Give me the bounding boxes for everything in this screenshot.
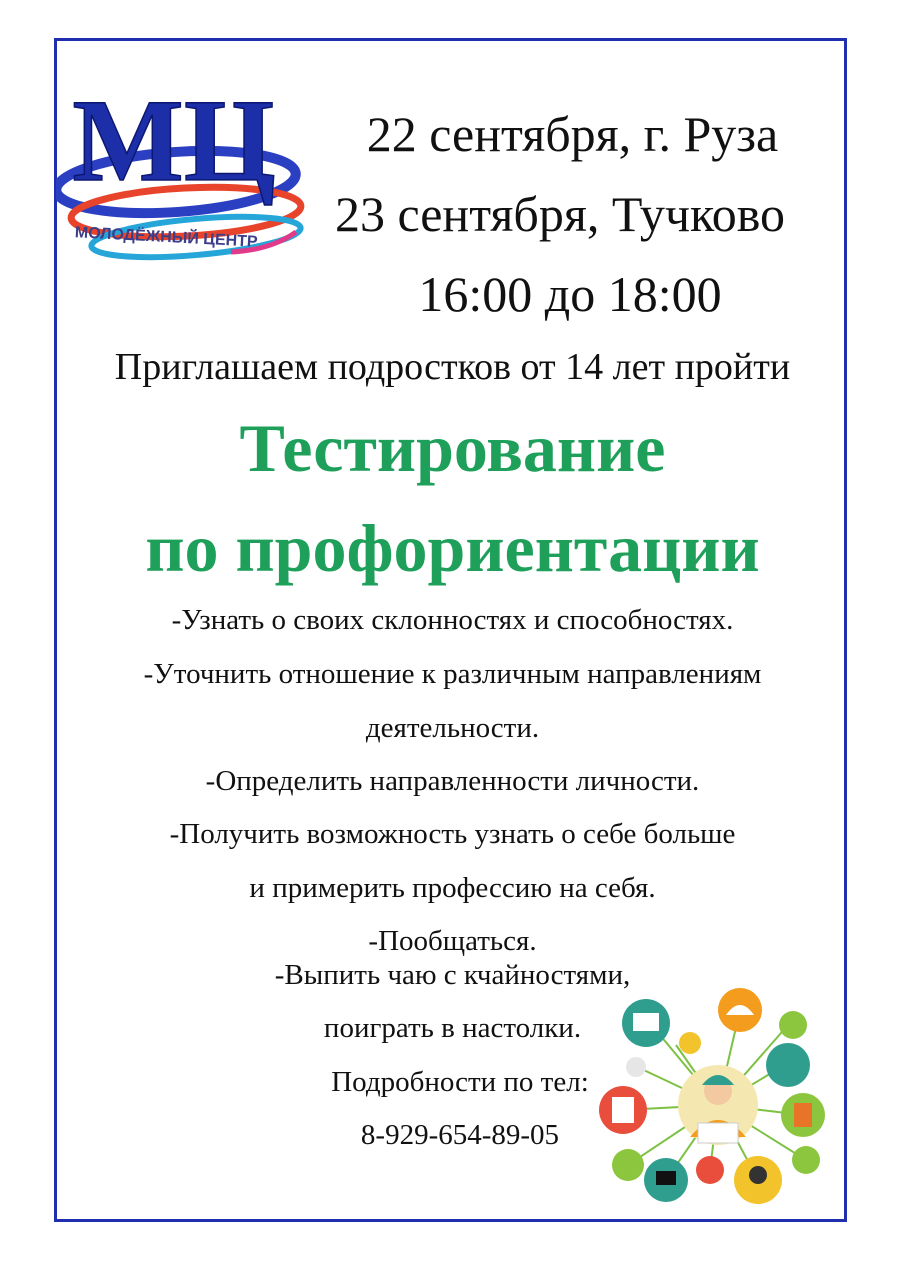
magnifier-icon	[679, 1032, 701, 1054]
benefit-line: поиграть в настолки.	[323, 1012, 582, 1044]
benefit-line: -Получить возможность узнать о себе больше	[169, 818, 736, 850]
cursor-icon	[792, 1146, 820, 1174]
tools-icon	[612, 1149, 644, 1181]
benefit-line: деятельности.	[365, 712, 540, 744]
benefit-line: -Выпить чаю с кчайностями,	[274, 959, 631, 991]
logo-letters: МЦ	[72, 75, 276, 206]
benefit-line: -Уточнить отношение к различным направлениям	[143, 658, 762, 690]
logo-caption: МОЛОДЁЖНЫЙ ЦЕНТР	[74, 224, 259, 251]
team-icon	[766, 1043, 810, 1087]
title-line-1: Тестирование	[239, 410, 666, 486]
date-line-2: 23 сентября, Тучково	[334, 186, 786, 242]
benefit-line: -Узнать о своих склонностях и способностях.	[171, 604, 734, 636]
tag-icon	[696, 1156, 724, 1184]
paper-icon	[626, 1057, 646, 1077]
youth-center-logo	[56, 62, 306, 282]
benefit-line: -Определить направленности личности.	[205, 765, 700, 797]
date-line-1: 22 сентября, г. Руза	[366, 106, 779, 162]
ruler-icon	[779, 1011, 807, 1039]
title-line-2: по профориентации	[145, 510, 760, 586]
career-infographic	[598, 985, 838, 1215]
time-line: 16:00 до 18:00	[418, 266, 722, 322]
benefit-line: и примерить профессию на себя.	[249, 872, 656, 904]
phone-number: 8-929-654-89-05	[360, 1119, 560, 1151]
benefit-line: -Пообщаться.	[368, 925, 537, 957]
contact-label: Подробности по тел:	[331, 1066, 589, 1098]
invite-text: Приглашаем подростков от 14 лет пройти	[114, 346, 791, 388]
